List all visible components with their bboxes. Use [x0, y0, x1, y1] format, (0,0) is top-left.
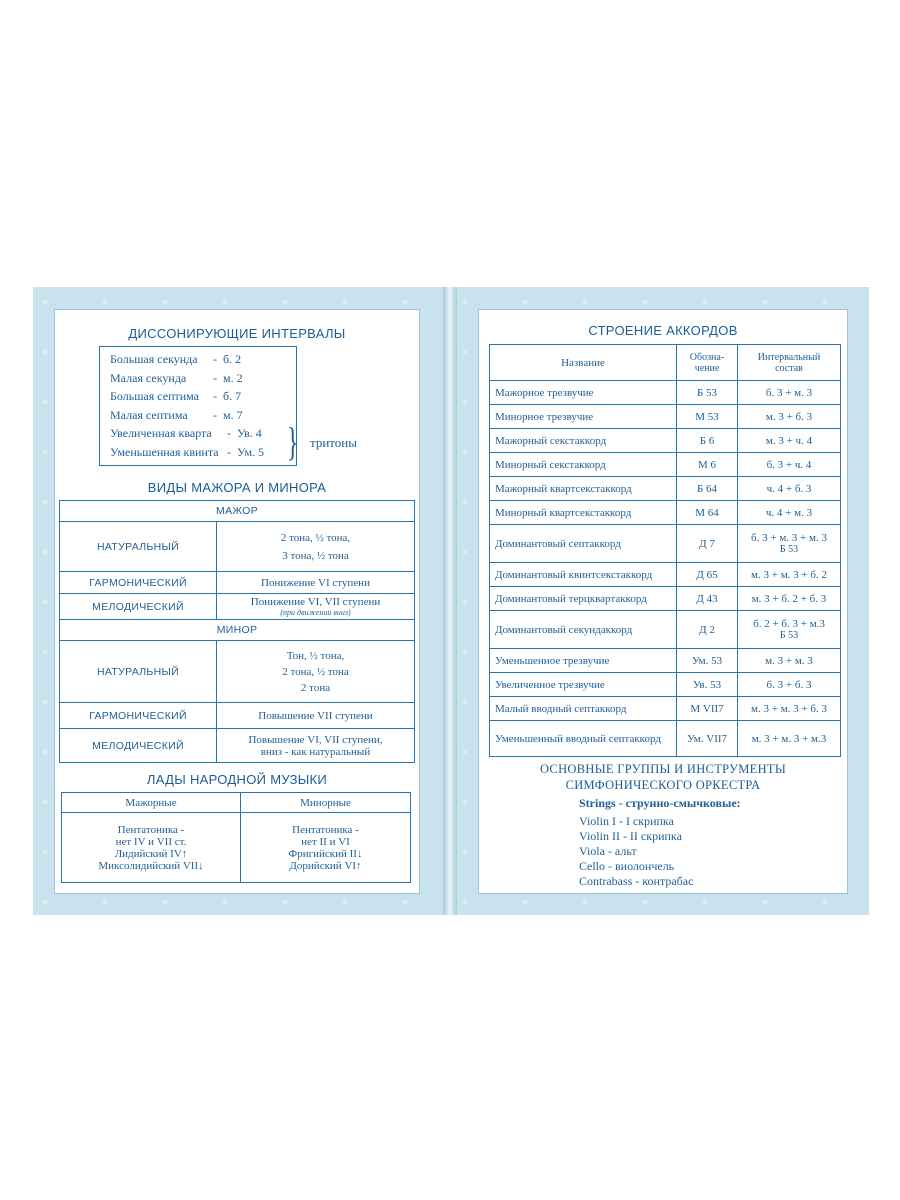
major-melodic-desc: Понижение VI, VII ступени — [250, 596, 381, 608]
chord-symbol: Б 64 — [677, 477, 738, 501]
chord-interval-formula: б. 2 + б. 3 + м.3 — [753, 618, 825, 630]
chord-interval-formula: м. 3 + б. 2 + б. 3 — [751, 592, 827, 605]
minor-natural-line2: 2 тона, ½ тона — [282, 665, 349, 678]
orch-title-2: СИМФОНИЧЕСКОГО ОРКЕСТРА — [565, 778, 761, 792]
chord-interval-formula: м. 3 + м. 3 — [765, 654, 813, 667]
chord-row — [490, 721, 841, 757]
folk-major-item: Лидийский IV↑ — [114, 847, 188, 860]
chord-symbol: Б 53 — [677, 381, 738, 405]
chord-row — [490, 563, 841, 587]
dissonant-title: ДИССОНИРУЮЩИЕ ИНТЕРВАЛЫ — [128, 326, 346, 341]
major-melodic-note: (при движении вниз) — [280, 608, 351, 617]
chord-intervals — [738, 673, 841, 697]
minor-natural-name: НАТУРАЛЬНЫЙ — [60, 641, 217, 703]
modes-table — [59, 500, 415, 763]
chord-intervals — [738, 721, 841, 757]
chord-name: Мажорное трезвучие — [490, 381, 677, 405]
minor-melodic-name: МЕЛОДИЧЕСКИЙ — [60, 729, 217, 763]
chord-intervals — [738, 453, 841, 477]
chord-symbol: Ум. VII7 — [677, 721, 738, 757]
chord-interval-formula: б. 3 + м. 3 — [765, 386, 813, 399]
major-header: МАЖОР — [60, 501, 415, 522]
chords-table — [489, 344, 841, 757]
chord-symbol: Д 7 — [677, 525, 738, 563]
folk-minor-item: Дорийский VI↑ — [289, 859, 362, 872]
chord-intervals — [738, 563, 841, 587]
chord-name: Малый вводный септаккорд — [490, 697, 677, 721]
chord-intervals — [738, 587, 841, 611]
orch-title-1: ОСНОВНЫЕ ГРУППЫ И ИНСТРУМЕНТЫ — [539, 762, 787, 776]
interval-abbr: м. 2 — [223, 370, 243, 385]
minor-natural-line3: 2 тона — [300, 681, 331, 694]
chord-interval-subformula: Б 53 — [779, 630, 799, 641]
chord-symbol: Д 2 — [677, 611, 738, 649]
chord-name: Минорное трезвучие — [490, 405, 677, 429]
chord-intervals — [738, 429, 841, 453]
chord-row — [490, 405, 841, 429]
minor-harmonic-desc: Повышение VII ступени — [217, 703, 415, 729]
chord-name: Доминантовый септаккорд — [490, 525, 677, 563]
chord-interval-formula: м. 3 + б. 3 — [765, 410, 813, 423]
chord-interval-formula: б. 3 + м. 3 + м. 3 — [751, 532, 827, 544]
instrument-item: Violin II - II скрипка — [579, 829, 682, 843]
chord-interval-formula: м. 3 + ч. 4 — [765, 434, 813, 447]
interval-abbr: Ум. 5 — [237, 444, 265, 459]
chord-intervals — [738, 405, 841, 429]
major-natural-line1: 2 тона, ½ тона, — [280, 531, 351, 544]
folk-header-minor: Минорные — [241, 793, 411, 813]
chord-name: Минорный секстаккорд — [490, 453, 677, 477]
minor-natural-line1: Тон, ½ тона, — [286, 649, 345, 662]
chord-row — [490, 477, 841, 501]
col-header-symbol: Обозна- чение — [677, 345, 738, 381]
folk-minor-item: Фригийский II↓ — [288, 847, 363, 860]
chord-interval-formula: м. 3 + м. 3 + б. 2 — [751, 568, 827, 581]
major-natural-line2: 3 тона, ½ тона — [282, 549, 349, 562]
chord-intervals — [738, 525, 841, 563]
instrument-item: Contrabass - контрабас — [579, 874, 694, 888]
chord-row — [490, 673, 841, 697]
minor-melodic-line2: вниз - как натуральный — [260, 745, 371, 758]
chord-name: Увеличенное трезвучие — [490, 673, 677, 697]
minor-harmonic-name: ГАРМОНИЧЕСКИЙ — [60, 703, 217, 729]
folk-minor-item: Пентатоника - — [292, 823, 359, 836]
folk-table — [61, 792, 411, 883]
strings-label: Strings - струнно-смычковые: — [579, 796, 741, 810]
chord-intervals — [738, 611, 841, 649]
chord-intervals — [738, 649, 841, 673]
chord-symbol: Б 6 — [677, 429, 738, 453]
interval-name: Малая секунда — [110, 370, 187, 385]
interval-abbr: Ув. 4 — [237, 426, 262, 440]
chord-intervals — [738, 477, 841, 501]
interval-dash: - — [213, 370, 217, 385]
chord-symbol: М 6 — [677, 453, 738, 477]
folk-minor-item: нет II и VI — [301, 835, 350, 848]
folk-major-item: нет IV и VII ст. — [115, 835, 187, 848]
instrument-item: Viola - альт — [579, 844, 637, 858]
chord-row — [490, 697, 841, 721]
folk-major-list — [62, 813, 241, 883]
instrument-item: Cello - виолончель — [579, 859, 675, 873]
minor-header: МИНОР — [60, 620, 415, 641]
chord-row — [490, 587, 841, 611]
major-harmonic-name: ГАРМОНИЧЕСКИЙ — [60, 572, 217, 594]
instrument-item: Violin I - I скрипка — [579, 814, 674, 828]
chord-interval-formula: б. 3 + ч. 4 — [766, 458, 812, 471]
chord-row — [490, 649, 841, 673]
interval-abbr: м. 7 — [223, 407, 243, 422]
chord-symbol: Ум. 53 — [677, 649, 738, 673]
folk-major-item: Пентатоника - — [117, 823, 185, 836]
interval-dash: - — [227, 426, 231, 440]
tritone-brace: } — [286, 419, 299, 464]
folk-header-major: Мажорные — [62, 793, 241, 813]
col-header-name: Название — [490, 345, 677, 381]
chord-row — [490, 501, 841, 525]
chord-name: Мажорный квартсекстаккорд — [490, 477, 677, 501]
chord-symbol: М 64 — [677, 501, 738, 525]
chord-symbol: М VII7 — [677, 697, 738, 721]
chord-symbol: Д 65 — [677, 563, 738, 587]
chord-name: Уменьшенное трезвучие — [490, 649, 677, 673]
interval-dash: - — [227, 444, 231, 459]
chord-name: Доминантовый терцквартаккорд — [490, 587, 677, 611]
chord-intervals — [738, 501, 841, 525]
interval-name: Уменьшенная квинта — [110, 444, 219, 459]
col-header-intervals: Интервальный состав — [738, 345, 841, 381]
interval-name: Увеличенная кварта — [110, 426, 212, 440]
interval-dash: - — [213, 352, 217, 366]
chord-interval-formula: м. 3 + м. 3 + б. 3 — [751, 702, 827, 715]
chord-name: Доминантовый секундаккорд — [490, 611, 677, 649]
interval-abbr: б. 7 — [223, 389, 242, 403]
folk-minor-list — [241, 813, 411, 883]
book-spine — [443, 287, 457, 915]
chord-name: Доминантовый квинтсекстаккорд — [490, 563, 677, 587]
interval-name: Большая секунда — [110, 352, 198, 366]
folk-major-item: Миксолидийский VII↓ — [98, 859, 204, 872]
interval-name: Малая септима — [110, 407, 188, 422]
chord-symbol: Ув. 53 — [677, 673, 738, 697]
tritones-label: тритоны — [310, 435, 357, 450]
chord-row — [490, 429, 841, 453]
interval-dash: - — [213, 407, 217, 422]
chord-interval-formula: ч. 4 + м. 3 — [765, 506, 813, 519]
chord-interval-formula: м. 3 + м. 3 + м.3 — [751, 732, 827, 745]
major-natural-name: НАТУРАЛЬНЫЙ — [60, 522, 217, 572]
chord-symbol: М 53 — [677, 405, 738, 429]
chord-interval-formula: б. 3 + б. 3 — [766, 678, 812, 691]
chord-row — [490, 525, 841, 563]
modes-title: ВИДЫ МАЖОРА И МИНОРА — [147, 480, 327, 495]
left-page — [54, 309, 420, 894]
chord-symbol: Д 43 — [677, 587, 738, 611]
minor-melodic-line1: Повышение VI, VII ступени, — [248, 733, 383, 746]
chords-title: СТРОЕНИЕ АККОРДОВ — [588, 323, 738, 338]
interval-abbr: б. 2 — [223, 352, 242, 366]
major-harmonic-desc: Понижение VI ступени — [217, 572, 415, 594]
chord-intervals — [738, 697, 841, 721]
chord-intervals — [738, 381, 841, 405]
right-page — [478, 309, 848, 894]
chord-name: Минорный квартсекстаккорд — [490, 501, 677, 525]
interval-dash: - — [213, 389, 217, 403]
major-melodic-name: МЕЛОДИЧЕСКИЙ — [60, 594, 217, 620]
folk-title: ЛАДЫ НАРОДНОЙ МУЗЫКИ — [146, 772, 328, 787]
interval-name: Большая септима — [110, 389, 200, 403]
chord-row — [490, 611, 841, 649]
chord-row — [490, 453, 841, 477]
chord-row — [490, 381, 841, 405]
chord-name: Мажорный секстаккорд — [490, 429, 677, 453]
chord-name: Уменьшенный вводный септаккорд — [490, 721, 677, 757]
chord-interval-subformula: Б 53 — [779, 544, 799, 555]
chord-interval-formula: ч. 4 + б. 3 — [766, 482, 812, 495]
